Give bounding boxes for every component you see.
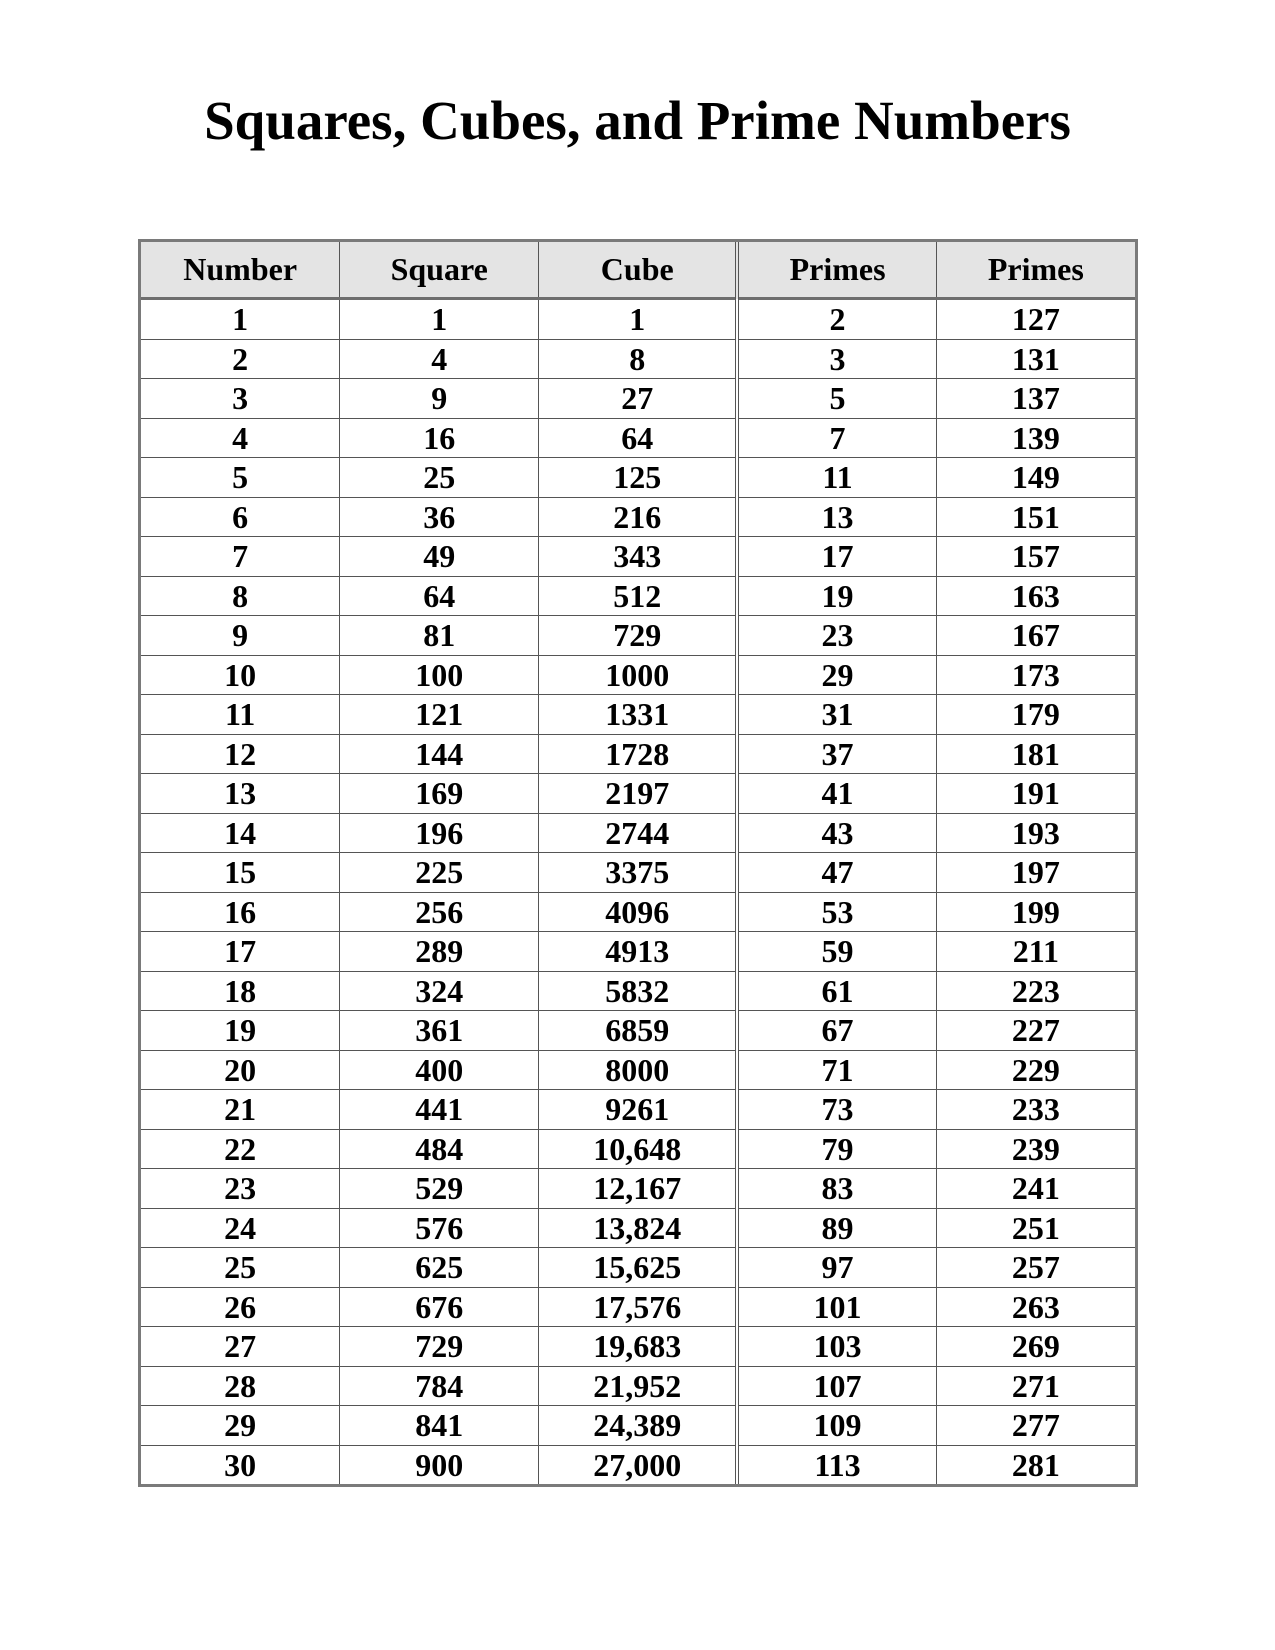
cube-cell: 10,648 xyxy=(539,1129,738,1169)
cube-cell: 125 xyxy=(539,458,738,498)
cube-cell: 6859 xyxy=(539,1011,738,1051)
prime-cell-2: 127 xyxy=(936,299,1135,340)
cube-cell: 343 xyxy=(539,537,738,577)
number-cell: 11 xyxy=(141,695,340,735)
cube-cell: 1331 xyxy=(539,695,738,735)
table-row xyxy=(141,892,1135,932)
table-row xyxy=(141,1090,1135,1130)
table-row xyxy=(141,339,1135,379)
table-row xyxy=(141,695,1135,735)
table-row xyxy=(141,1129,1135,1169)
prime-cell-2: 269 xyxy=(936,1327,1135,1367)
cube-cell: 19,683 xyxy=(539,1327,738,1367)
table-row xyxy=(141,1287,1135,1327)
prime-cell-2: 193 xyxy=(936,813,1135,853)
prime-cell-1: 3 xyxy=(737,339,936,379)
number-cell: 22 xyxy=(141,1129,340,1169)
table-row xyxy=(141,853,1135,893)
number-cell: 4 xyxy=(141,418,340,458)
square-cell: 256 xyxy=(340,892,539,932)
prime-cell-2: 131 xyxy=(936,339,1135,379)
cube-cell: 17,576 xyxy=(539,1287,738,1327)
prime-cell-2: 277 xyxy=(936,1406,1135,1446)
square-cell: 225 xyxy=(340,853,539,893)
number-cell: 7 xyxy=(141,537,340,577)
prime-cell-1: 89 xyxy=(737,1208,936,1248)
prime-cell-1: 97 xyxy=(737,1248,936,1288)
table-row xyxy=(141,1011,1135,1051)
table-row xyxy=(141,734,1135,774)
prime-cell-2: 223 xyxy=(936,971,1135,1011)
table-row xyxy=(141,458,1135,498)
number-cell: 3 xyxy=(141,379,340,419)
cube-cell: 13,824 xyxy=(539,1208,738,1248)
cube-cell: 1 xyxy=(539,299,738,340)
prime-cell-2: 251 xyxy=(936,1208,1135,1248)
prime-cell-1: 113 xyxy=(737,1445,936,1484)
header-square: Square xyxy=(340,242,539,299)
table-row xyxy=(141,1327,1135,1367)
square-cell: 49 xyxy=(340,537,539,577)
number-cell: 20 xyxy=(141,1050,340,1090)
square-cell: 25 xyxy=(340,458,539,498)
number-cell: 2 xyxy=(141,339,340,379)
prime-cell-1: 11 xyxy=(737,458,936,498)
square-cell: 900 xyxy=(340,1445,539,1484)
square-cell: 484 xyxy=(340,1129,539,1169)
cube-cell: 27,000 xyxy=(539,1445,738,1484)
table-row xyxy=(141,1248,1135,1288)
prime-cell-2: 233 xyxy=(936,1090,1135,1130)
number-cell: 12 xyxy=(141,734,340,774)
cube-cell: 4096 xyxy=(539,892,738,932)
table-row xyxy=(141,1406,1135,1446)
number-cell: 28 xyxy=(141,1366,340,1406)
prime-cell-2: 151 xyxy=(936,497,1135,537)
prime-cell-1: 37 xyxy=(737,734,936,774)
square-cell: 100 xyxy=(340,655,539,695)
number-cell: 16 xyxy=(141,892,340,932)
header-primes-2: Primes xyxy=(936,242,1135,299)
prime-cell-2: 139 xyxy=(936,418,1135,458)
square-cell: 529 xyxy=(340,1169,539,1209)
number-cell: 5 xyxy=(141,458,340,498)
square-cell: 441 xyxy=(340,1090,539,1130)
prime-cell-1: 41 xyxy=(737,774,936,814)
table-row xyxy=(141,379,1135,419)
prime-cell-2: 197 xyxy=(936,853,1135,893)
number-cell: 10 xyxy=(141,655,340,695)
table-row xyxy=(141,813,1135,853)
prime-cell-1: 19 xyxy=(737,576,936,616)
square-cell: 1 xyxy=(340,299,539,340)
cube-cell: 24,389 xyxy=(539,1406,738,1446)
prime-cell-1: 53 xyxy=(737,892,936,932)
prime-cell-2: 179 xyxy=(936,695,1135,735)
prime-cell-2: 199 xyxy=(936,892,1135,932)
prime-cell-2: 239 xyxy=(936,1129,1135,1169)
cube-cell: 8 xyxy=(539,339,738,379)
square-cell: 121 xyxy=(340,695,539,735)
square-cell: 16 xyxy=(340,418,539,458)
prime-cell-2: 173 xyxy=(936,655,1135,695)
number-cell: 27 xyxy=(141,1327,340,1367)
table-row xyxy=(141,1366,1135,1406)
square-cell: 400 xyxy=(340,1050,539,1090)
cube-cell: 21,952 xyxy=(539,1366,738,1406)
table-row xyxy=(141,655,1135,695)
cube-cell: 216 xyxy=(539,497,738,537)
prime-cell-1: 101 xyxy=(737,1287,936,1327)
header-row xyxy=(141,242,1135,299)
prime-cell-1: 83 xyxy=(737,1169,936,1209)
prime-cell-1: 31 xyxy=(737,695,936,735)
prime-cell-2: 271 xyxy=(936,1366,1135,1406)
cube-cell: 1728 xyxy=(539,734,738,774)
prime-cell-1: 61 xyxy=(737,971,936,1011)
cube-cell: 5832 xyxy=(539,971,738,1011)
prime-cell-2: 241 xyxy=(936,1169,1135,1209)
table-row xyxy=(141,418,1135,458)
prime-cell-2: 157 xyxy=(936,537,1135,577)
prime-cell-1: 67 xyxy=(737,1011,936,1051)
cube-cell: 27 xyxy=(539,379,738,419)
prime-cell-2: 149 xyxy=(936,458,1135,498)
prime-cell-1: 71 xyxy=(737,1050,936,1090)
prime-cell-1: 5 xyxy=(737,379,936,419)
table-row xyxy=(141,497,1135,537)
header-cube: Cube xyxy=(539,242,738,299)
prime-cell-2: 281 xyxy=(936,1445,1135,1484)
prime-cell-2: 163 xyxy=(936,576,1135,616)
prime-cell-1: 103 xyxy=(737,1327,936,1367)
number-cell: 26 xyxy=(141,1287,340,1327)
square-cell: 361 xyxy=(340,1011,539,1051)
prime-cell-1: 47 xyxy=(737,853,936,893)
prime-cell-1: 2 xyxy=(737,299,936,340)
square-cell: 196 xyxy=(340,813,539,853)
prime-cell-1: 13 xyxy=(737,497,936,537)
cube-cell: 15,625 xyxy=(539,1248,738,1288)
prime-cell-1: 29 xyxy=(737,655,936,695)
number-cell: 13 xyxy=(141,774,340,814)
table-row xyxy=(141,576,1135,616)
page-title: Squares, Cubes, and Prime Numbers xyxy=(204,90,1071,151)
prime-cell-2: 167 xyxy=(936,616,1135,656)
header-number: Number xyxy=(141,242,340,299)
prime-cell-1: 59 xyxy=(737,932,936,972)
cube-cell: 512 xyxy=(539,576,738,616)
square-cell: 676 xyxy=(340,1287,539,1327)
table-row xyxy=(141,774,1135,814)
number-cell: 19 xyxy=(141,1011,340,1051)
number-cell: 8 xyxy=(141,576,340,616)
cube-cell: 4913 xyxy=(539,932,738,972)
table-body xyxy=(141,299,1135,1485)
table-row xyxy=(141,1208,1135,1248)
cube-cell: 8000 xyxy=(539,1050,738,1090)
number-cell: 17 xyxy=(141,932,340,972)
square-cell: 36 xyxy=(340,497,539,537)
cube-cell: 2197 xyxy=(539,774,738,814)
table-row xyxy=(141,932,1135,972)
square-cell: 64 xyxy=(340,576,539,616)
cube-cell: 1000 xyxy=(539,655,738,695)
table-row xyxy=(141,537,1135,577)
header-primes-1: Primes xyxy=(737,242,936,299)
cube-cell: 9261 xyxy=(539,1090,738,1130)
square-cell: 9 xyxy=(340,379,539,419)
square-cell: 81 xyxy=(340,616,539,656)
prime-cell-2: 211 xyxy=(936,932,1135,972)
prime-cell-2: 229 xyxy=(936,1050,1135,1090)
prime-cell-1: 43 xyxy=(737,813,936,853)
number-cell: 15 xyxy=(141,853,340,893)
prime-cell-2: 137 xyxy=(936,379,1135,419)
square-cell: 289 xyxy=(340,932,539,972)
number-cell: 30 xyxy=(141,1445,340,1484)
prime-cell-1: 23 xyxy=(737,616,936,656)
square-cell: 729 xyxy=(340,1327,539,1367)
number-cell: 21 xyxy=(141,1090,340,1130)
prime-cell-1: 107 xyxy=(737,1366,936,1406)
number-cell: 18 xyxy=(141,971,340,1011)
cube-cell: 3375 xyxy=(539,853,738,893)
number-cell: 24 xyxy=(141,1208,340,1248)
square-cell: 4 xyxy=(340,339,539,379)
square-cell: 625 xyxy=(340,1248,539,1288)
square-cell: 784 xyxy=(340,1366,539,1406)
prime-cell-1: 17 xyxy=(737,537,936,577)
square-cell: 841 xyxy=(340,1406,539,1446)
table-row xyxy=(141,616,1135,656)
number-cell: 14 xyxy=(141,813,340,853)
cube-cell: 12,167 xyxy=(539,1169,738,1209)
prime-cell-2: 257 xyxy=(936,1248,1135,1288)
table-row xyxy=(141,1050,1135,1090)
table-row xyxy=(141,971,1135,1011)
prime-cell-2: 181 xyxy=(936,734,1135,774)
cube-cell: 64 xyxy=(539,418,738,458)
prime-cell-2: 191 xyxy=(936,774,1135,814)
square-cell: 324 xyxy=(340,971,539,1011)
numbers-table xyxy=(141,242,1135,1484)
prime-cell-1: 7 xyxy=(737,418,936,458)
square-cell: 576 xyxy=(340,1208,539,1248)
table-row xyxy=(141,299,1135,340)
square-cell: 144 xyxy=(340,734,539,774)
prime-cell-2: 263 xyxy=(936,1287,1135,1327)
table-row xyxy=(141,1169,1135,1209)
prime-cell-1: 79 xyxy=(737,1129,936,1169)
prime-cell-2: 227 xyxy=(936,1011,1135,1051)
cube-cell: 2744 xyxy=(539,813,738,853)
numbers-table-container xyxy=(138,239,1138,1487)
number-cell: 6 xyxy=(141,497,340,537)
number-cell: 29 xyxy=(141,1406,340,1446)
number-cell: 1 xyxy=(141,299,340,340)
prime-cell-1: 73 xyxy=(737,1090,936,1130)
prime-cell-1: 109 xyxy=(737,1406,936,1446)
cube-cell: 729 xyxy=(539,616,738,656)
number-cell: 9 xyxy=(141,616,340,656)
number-cell: 23 xyxy=(141,1169,340,1209)
table-row xyxy=(141,1445,1135,1484)
number-cell: 25 xyxy=(141,1248,340,1288)
square-cell: 169 xyxy=(340,774,539,814)
